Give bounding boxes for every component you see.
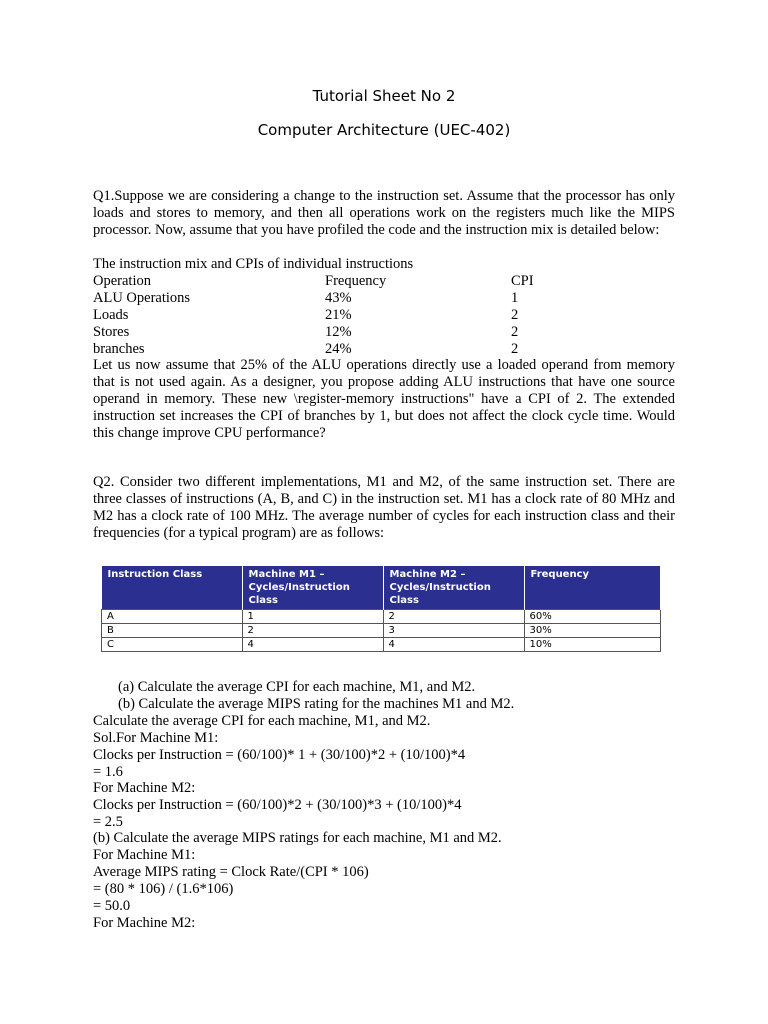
page-title: Tutorial Sheet No 2 <box>312 87 456 105</box>
q1-mix-cell: 24% <box>325 341 352 357</box>
table-cell: 60% <box>524 610 661 624</box>
table-cell: 2 <box>242 624 383 638</box>
machine-table-header-cell: Machine M2 – Cycles/Instruction Class <box>383 566 524 610</box>
q1-mix-cell: Stores <box>93 324 130 340</box>
solution-line: Sol.For Machine M1: <box>93 730 219 746</box>
q1-body: Let us now assume that 25% of the ALU operations directly use a loaded operand from memory that is not used again. As a designer, you propose adding ALU instructions that have one source operand in memory. These new \register-memory instructions" have a CPI of 2. The extended instruction set increases the CPI of branches by 1, but does not affect the clock cycle time. Would this change improve CPU performance? <box>93 357 675 441</box>
table-cell: B <box>102 624 243 638</box>
q1-mix-cell: 2 <box>511 341 519 357</box>
solution-line: For Machine M2: <box>93 915 196 931</box>
solution-line: = 2.5 <box>93 814 123 830</box>
table-row <box>102 610 661 624</box>
q1-mix-cell: 2 <box>511 307 519 323</box>
machine-table-header-cell: Frequency <box>524 566 661 610</box>
table-cell: A <box>102 610 243 624</box>
q1-mix-header-cell: CPI <box>511 273 534 289</box>
q1-mix-caption: The instruction mix and CPIs of individual instructions <box>93 256 414 272</box>
solution-line: = 1.6 <box>93 764 123 780</box>
q1-mix-row <box>93 290 693 307</box>
solution-line: For Machine M2: <box>93 780 196 796</box>
solution-line: = (80 * 106) / (1.6*106) <box>93 881 234 897</box>
q1-mix-cell: 2 <box>511 324 519 340</box>
solution-line: Average MIPS rating = Clock Rate/(CPI * 106) <box>93 864 369 880</box>
q1-mix-header <box>93 273 693 290</box>
q1-intro: Q1.Suppose we are considering a change to the instruction set. Assume that the processor has only loads and stores to memory, and then all operations work on the registers much like the MIPS processor. Now, assume that you have profiled the code and the instruction mix is detailed below: <box>93 188 675 238</box>
solution-line: (b) Calculate the average MIPS ratings for each machine, M1 and M2. <box>93 830 502 846</box>
machine-table <box>101 566 661 652</box>
table-cell: 1 <box>242 610 383 624</box>
q2-intro: Q2. Consider two different implementations, M1 and M2, of the same instruction set. There are three classes of instructions (A, B, and C) in the instruction set. M1 has a clock rate of 80 MHz and M2 has a clock rate of 100 MHz. The average number of cycles for each instruction class and their frequencies (for a typical program) are as follows: <box>93 474 675 541</box>
q1-mix-row <box>93 324 693 341</box>
q1-instruction-mix <box>93 273 693 358</box>
q1-mix-cell: 21% <box>325 307 352 323</box>
table-cell: 3 <box>383 624 524 638</box>
table-cell: 4 <box>242 638 383 652</box>
q1-mix-cell: 1 <box>511 290 519 306</box>
q1-mix-cell: 12% <box>325 324 352 340</box>
table-cell: 2 <box>383 610 524 624</box>
q2-part-a: (a) Calculate the average CPI for each machine, M1, and M2. <box>118 679 476 695</box>
q1-mix-cell: branches <box>93 341 145 357</box>
solution-line: Calculate the average CPI for each machine, M1, and M2. <box>93 713 431 729</box>
q1-mix-cell: 43% <box>325 290 352 306</box>
table-cell: 30% <box>524 624 661 638</box>
q1-mix-header-cell: Frequency <box>325 273 387 289</box>
page-subtitle: Computer Architecture (UEC-402) <box>257 121 511 139</box>
solution-line: Clocks per Instruction = (60/100)* 1 + (30/100)*2 + (10/100)*4 <box>93 747 466 763</box>
table-cell: 4 <box>383 638 524 652</box>
q1-mix-header-cell: Operation <box>93 273 151 289</box>
machine-table-header-cell: Instruction Class <box>102 566 243 610</box>
q1-mix-cell: ALU Operations <box>93 290 191 306</box>
solution-line: = 50.0 <box>93 898 131 914</box>
solution-line: For Machine M1: <box>93 847 196 863</box>
q1-mix-cell: Loads <box>93 307 129 323</box>
machine-table-header <box>102 566 661 610</box>
q1-mix-row <box>93 341 693 358</box>
machine-table-header-cell: Machine M1 – Cycles/Instruction Class <box>242 566 383 610</box>
solution-line: Clocks per Instruction = (60/100)*2 + (30/100)*3 + (10/100)*4 <box>93 797 462 813</box>
table-row <box>102 624 661 638</box>
q1-mix-row <box>93 307 693 324</box>
table-cell: C <box>102 638 243 652</box>
table-row <box>102 638 661 652</box>
q2-part-b: (b) Calculate the average MIPS rating for the machines M1 and M2. <box>118 696 515 712</box>
table-cell: 10% <box>524 638 661 652</box>
